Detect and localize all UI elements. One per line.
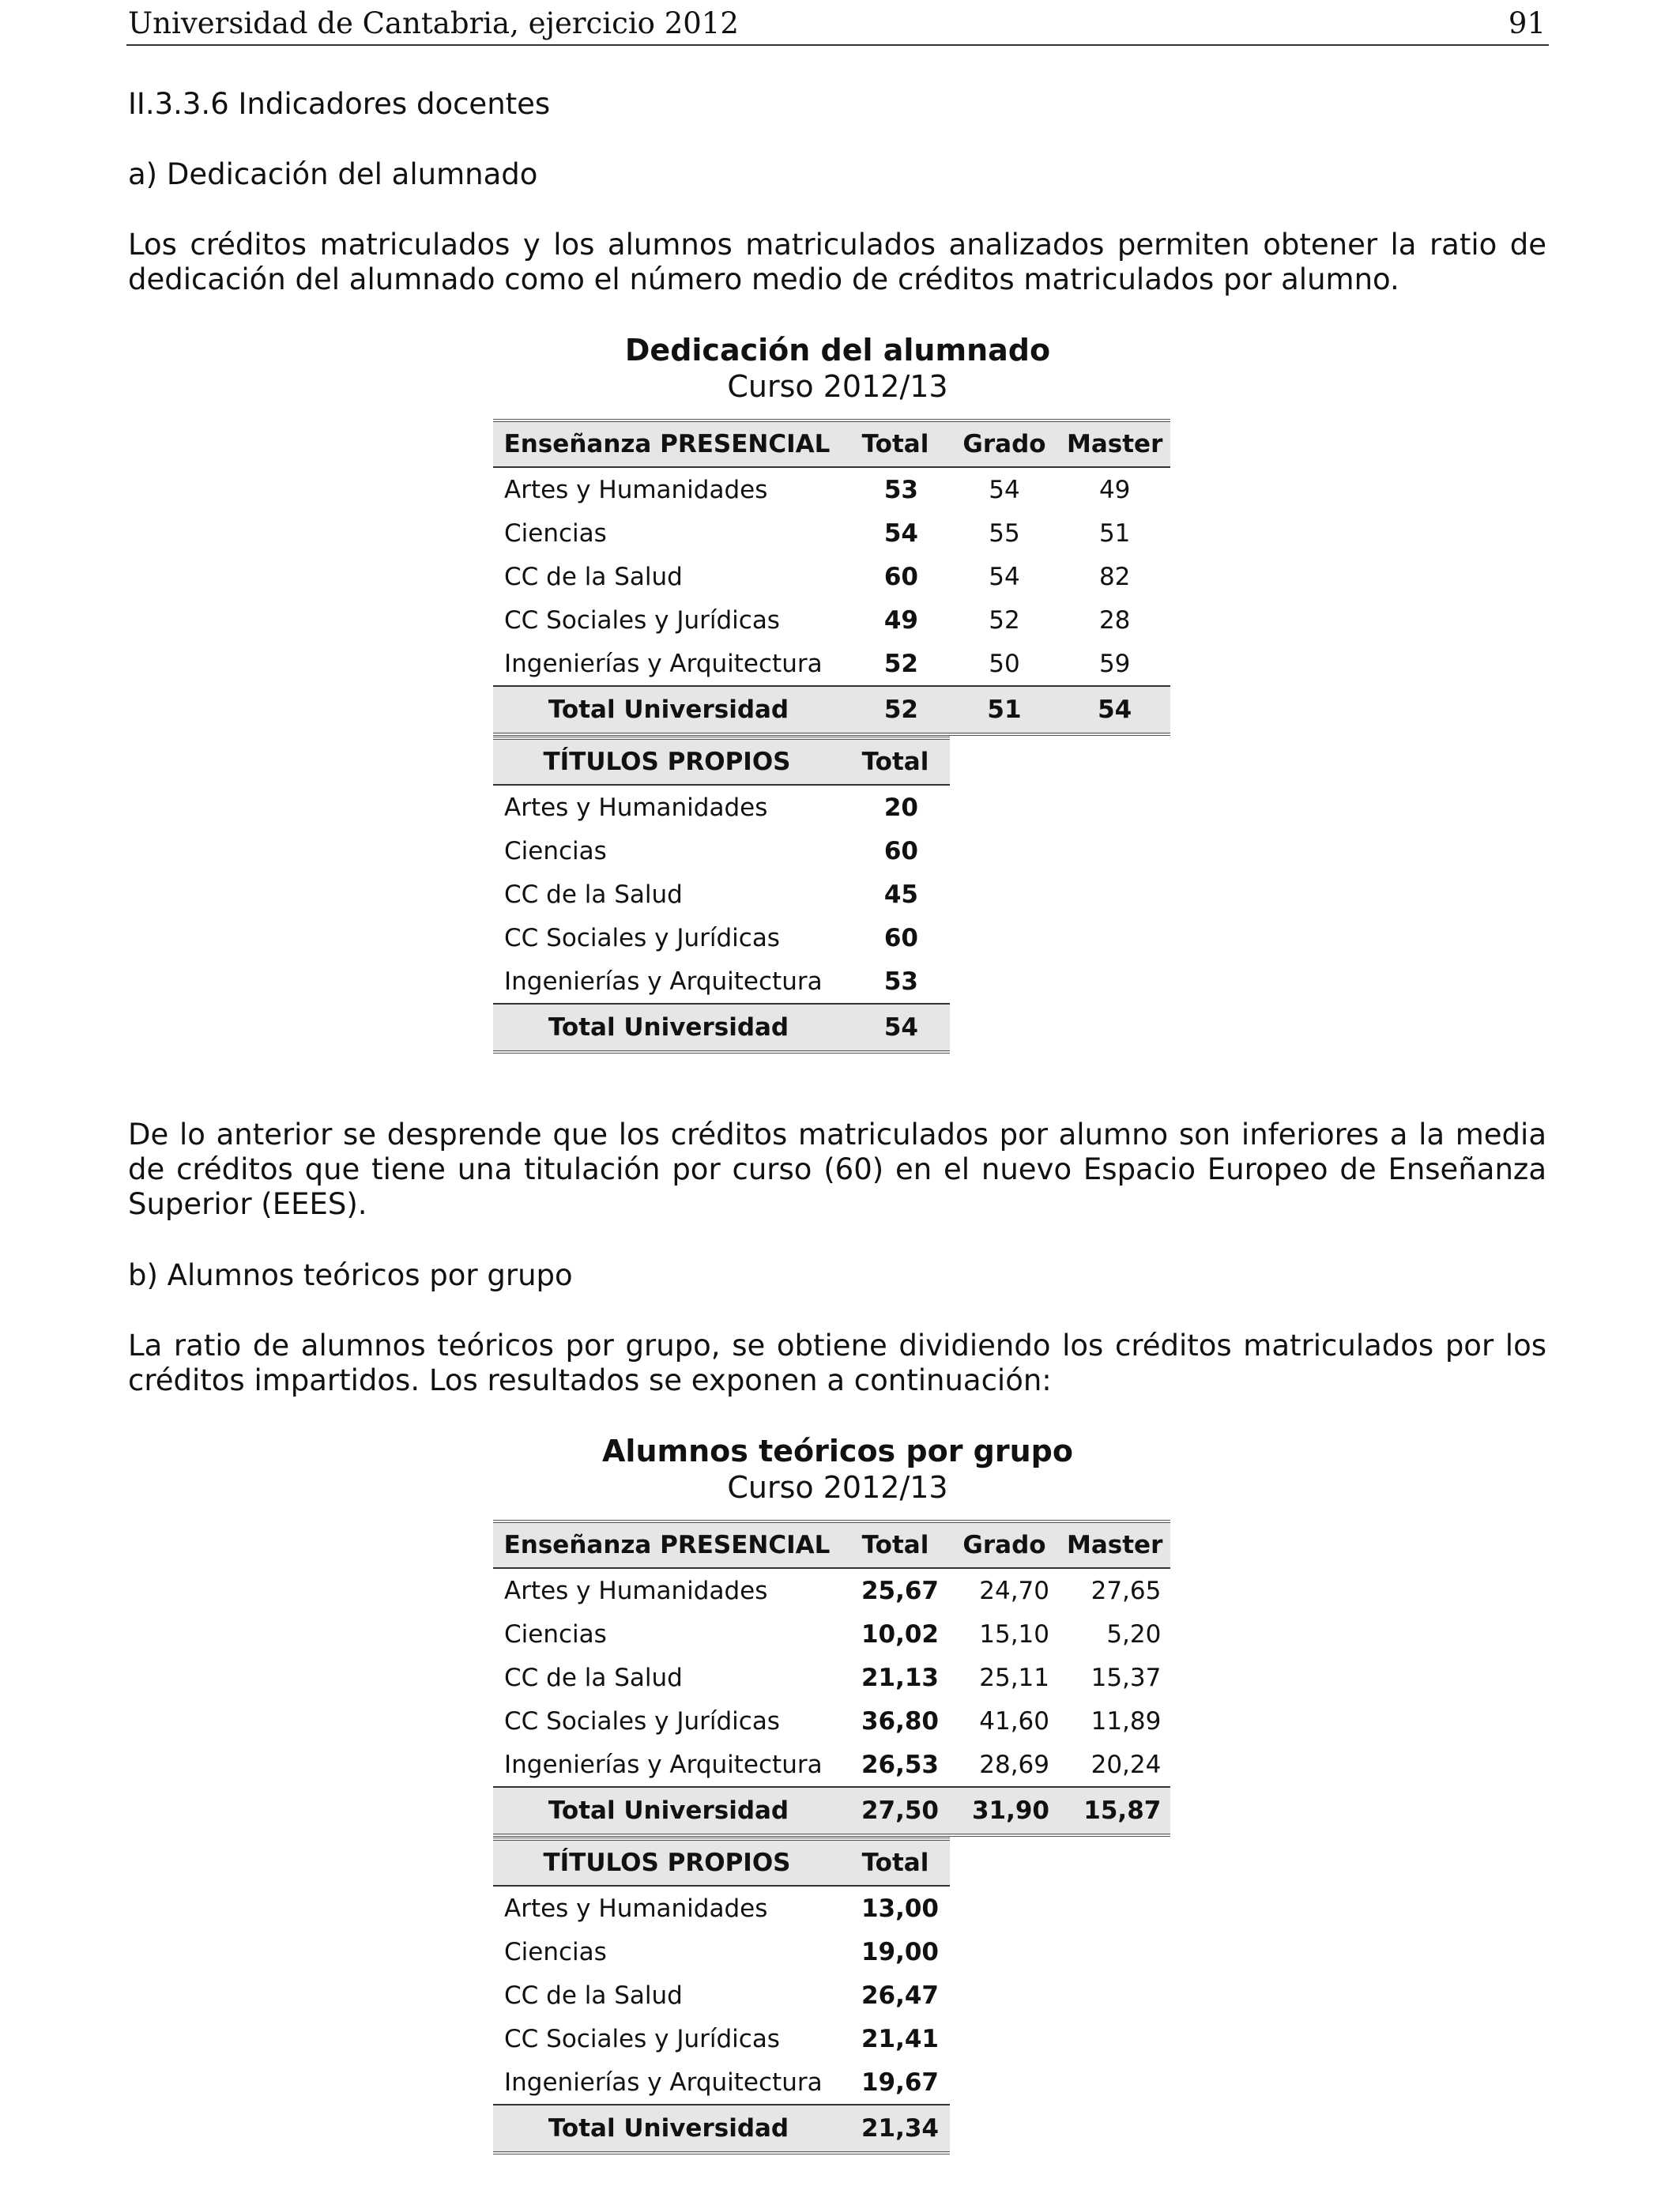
table-header-row <box>493 1839 950 1886</box>
cell-master: 20,24 <box>1090 1750 1162 1779</box>
cell-total: 52 <box>883 649 918 678</box>
table-row <box>493 467 1170 511</box>
cell-grado: 41,60 <box>979 1706 1049 1736</box>
table-row <box>493 511 1170 555</box>
total-total: 21,34 <box>841 2105 950 2153</box>
total-total: 27,50 <box>841 1787 950 1835</box>
cell-total: 45 <box>883 880 918 909</box>
table-row <box>493 916 950 959</box>
cell-total: 60 <box>883 923 918 952</box>
table-row <box>493 1656 1170 1699</box>
cell-master: 28 <box>1098 605 1131 635</box>
table1-propios <box>493 737 950 1054</box>
table-row <box>493 829 950 873</box>
total-row <box>493 1787 1170 1835</box>
table-row <box>493 2060 950 2105</box>
column-header: Total <box>841 738 950 785</box>
row-label: Ciencias <box>504 1619 607 1649</box>
cell-total: 21,13 <box>861 1663 939 1692</box>
cell-grado: 55 <box>989 518 1020 548</box>
column-header: Grado <box>950 420 1059 467</box>
cell-total: 26,53 <box>861 1750 939 1779</box>
cell-master: 11,89 <box>1090 1706 1162 1736</box>
cell-grado: 54 <box>989 562 1020 591</box>
table1-presencial <box>493 419 1170 736</box>
total-row <box>493 2105 950 2153</box>
table2-presencial <box>493 1520 1170 1837</box>
table-row <box>493 1699 1170 1743</box>
cell-grado: 54 <box>989 475 1020 504</box>
column-header: Enseñanza PRESENCIAL <box>493 420 841 467</box>
row-label: Ciencias <box>504 518 607 548</box>
subsection-heading-b: b) Alumnos teóricos por grupo <box>128 1258 573 1292</box>
total-total: 54 <box>841 1004 950 1052</box>
row-label: CC Sociales y Jurídicas <box>504 923 780 952</box>
cell-total: 36,80 <box>861 1706 939 1736</box>
cell-grado: 50 <box>989 649 1020 678</box>
cell-grado: 28,69 <box>979 1750 1049 1779</box>
cell-grado: 15,10 <box>979 1619 1049 1649</box>
table2-subtitle: Curso 2012/13 <box>727 1470 948 1505</box>
cell-total: 19,67 <box>861 2068 939 2097</box>
cell-master: 15,37 <box>1090 1663 1162 1692</box>
row-label: Ciencias <box>504 836 607 865</box>
table-header-row <box>493 1521 1170 1568</box>
column-header: Total <box>841 1839 950 1886</box>
cell-total: 19,00 <box>861 1937 939 1966</box>
table-row <box>493 642 1170 686</box>
section-heading: II.3.3.6 Indicadores docentes <box>128 87 551 121</box>
cell-total: 21,41 <box>861 2024 939 2053</box>
cell-total: 60 <box>883 836 918 865</box>
cell-total: 49 <box>883 605 918 635</box>
table-row <box>493 1612 1170 1656</box>
row-label: CC de la Salud <box>504 562 683 591</box>
table-row <box>493 1886 950 1930</box>
cell-total: 60 <box>883 562 918 591</box>
cell-master: 27,65 <box>1090 1576 1162 1605</box>
cell-total: 54 <box>883 518 918 548</box>
table-row <box>493 1973 950 2017</box>
table1-caption <box>490 332 1185 405</box>
row-label: Artes y Humanidades <box>504 1894 768 1923</box>
column-header: Master <box>1059 1521 1170 1568</box>
cell-master: 5,20 <box>1106 1619 1162 1649</box>
table2-propios <box>493 1838 950 2154</box>
cell-total: 53 <box>883 967 918 996</box>
row-label: Artes y Humanidades <box>504 793 768 822</box>
page-number: 91 <box>1508 6 1546 40</box>
table1-subtitle: Curso 2012/13 <box>727 369 948 404</box>
total-label: Total Universidad <box>493 2105 841 2153</box>
cell-grado: 25,11 <box>979 1663 1049 1692</box>
table-row <box>493 2017 950 2060</box>
cell-total: 13,00 <box>861 1894 939 1923</box>
total-master: 54 <box>1059 686 1170 734</box>
column-header: Master <box>1059 420 1170 467</box>
table-row <box>493 959 950 1004</box>
row-label: CC Sociales y Jurídicas <box>504 1706 780 1736</box>
column-header: Total <box>841 420 950 467</box>
column-header: TÍTULOS PROPIOS <box>493 738 841 785</box>
running-header <box>126 6 1549 46</box>
row-label: Ingenierías y Arquitectura <box>504 967 823 996</box>
table-header-row <box>493 738 950 785</box>
cell-grado: 52 <box>989 605 1020 635</box>
total-label: Total Universidad <box>493 1787 841 1835</box>
table-row <box>493 785 950 829</box>
total-master: 15,87 <box>1059 1787 1170 1835</box>
total-row <box>493 1004 950 1052</box>
cell-total: 26,47 <box>861 1981 939 2010</box>
table-row <box>493 1930 950 1973</box>
column-header: Enseñanza PRESENCIAL <box>493 1521 841 1568</box>
cell-total: 53 <box>883 475 918 504</box>
table-row <box>493 555 1170 598</box>
header-title: Universidad de Cantabria, ejercicio 2012 <box>128 6 739 40</box>
row-label: Ingenierías y Arquitectura <box>504 1750 823 1779</box>
row-label: CC de la Salud <box>504 1663 683 1692</box>
table2-caption <box>490 1433 1185 1506</box>
cell-total: 10,02 <box>861 1619 939 1649</box>
subsection-heading-a: a) Dedicación del alumnado <box>128 157 538 191</box>
row-label: CC Sociales y Jurídicas <box>504 2024 780 2053</box>
column-header: Total <box>841 1521 950 1568</box>
cell-master: 59 <box>1098 649 1131 678</box>
table-header-row <box>493 420 1170 467</box>
cell-master: 49 <box>1098 475 1131 504</box>
total-row <box>493 686 1170 734</box>
total-grado: 31,90 <box>950 1787 1059 1835</box>
paragraph-a: Los créditos matriculados y los alumnos matriculados analizados permiten obtener la ratio de dedicación del alumnado como el número medio de créditos matriculados por alumno. <box>128 228 1546 296</box>
row-label: Artes y Humanidades <box>504 475 768 504</box>
cell-grado: 24,70 <box>979 1576 1049 1605</box>
row-label: CC de la Salud <box>504 1981 683 2010</box>
cell-total: 25,67 <box>861 1576 939 1605</box>
total-total: 52 <box>841 686 950 734</box>
total-label: Total Universidad <box>493 686 841 734</box>
row-label: Ingenierías y Arquitectura <box>504 649 823 678</box>
row-label: Artes y Humanidades <box>504 1576 768 1605</box>
table-row <box>493 1568 1170 1612</box>
paragraph-mid: De lo anterior se desprende que los créditos matriculados por alumno son inferiores a la media de créditos que tiene una titulación por curso (60) en el nuevo Espacio Europeo de Enseñanza Superior (EEES). <box>128 1118 1546 1221</box>
row-label: Ingenierías y Arquitectura <box>504 2068 823 2097</box>
table-row <box>493 1743 1170 1787</box>
row-label: Ciencias <box>504 1937 607 1966</box>
column-header: Grado <box>950 1521 1059 1568</box>
total-grado: 51 <box>950 686 1059 734</box>
row-label: CC de la Salud <box>504 880 683 909</box>
row-label: CC Sociales y Jurídicas <box>504 605 780 635</box>
cell-total: 20 <box>883 793 918 822</box>
table-row <box>493 873 950 916</box>
cell-master: 51 <box>1098 518 1131 548</box>
table-row <box>493 598 1170 642</box>
cell-master: 82 <box>1098 562 1131 591</box>
total-label: Total Universidad <box>493 1004 841 1052</box>
table1-title: Dedicación del alumnado <box>624 333 1051 368</box>
paragraph-b: La ratio de alumnos teóricos por grupo, se obtiene dividiendo los créditos matriculados por los créditos impartidos. Los resultados se exponen a continuación: <box>128 1329 1546 1397</box>
table2-title: Alumnos teóricos por grupo <box>602 1434 1073 1468</box>
column-header: TÍTULOS PROPIOS <box>493 1839 841 1886</box>
